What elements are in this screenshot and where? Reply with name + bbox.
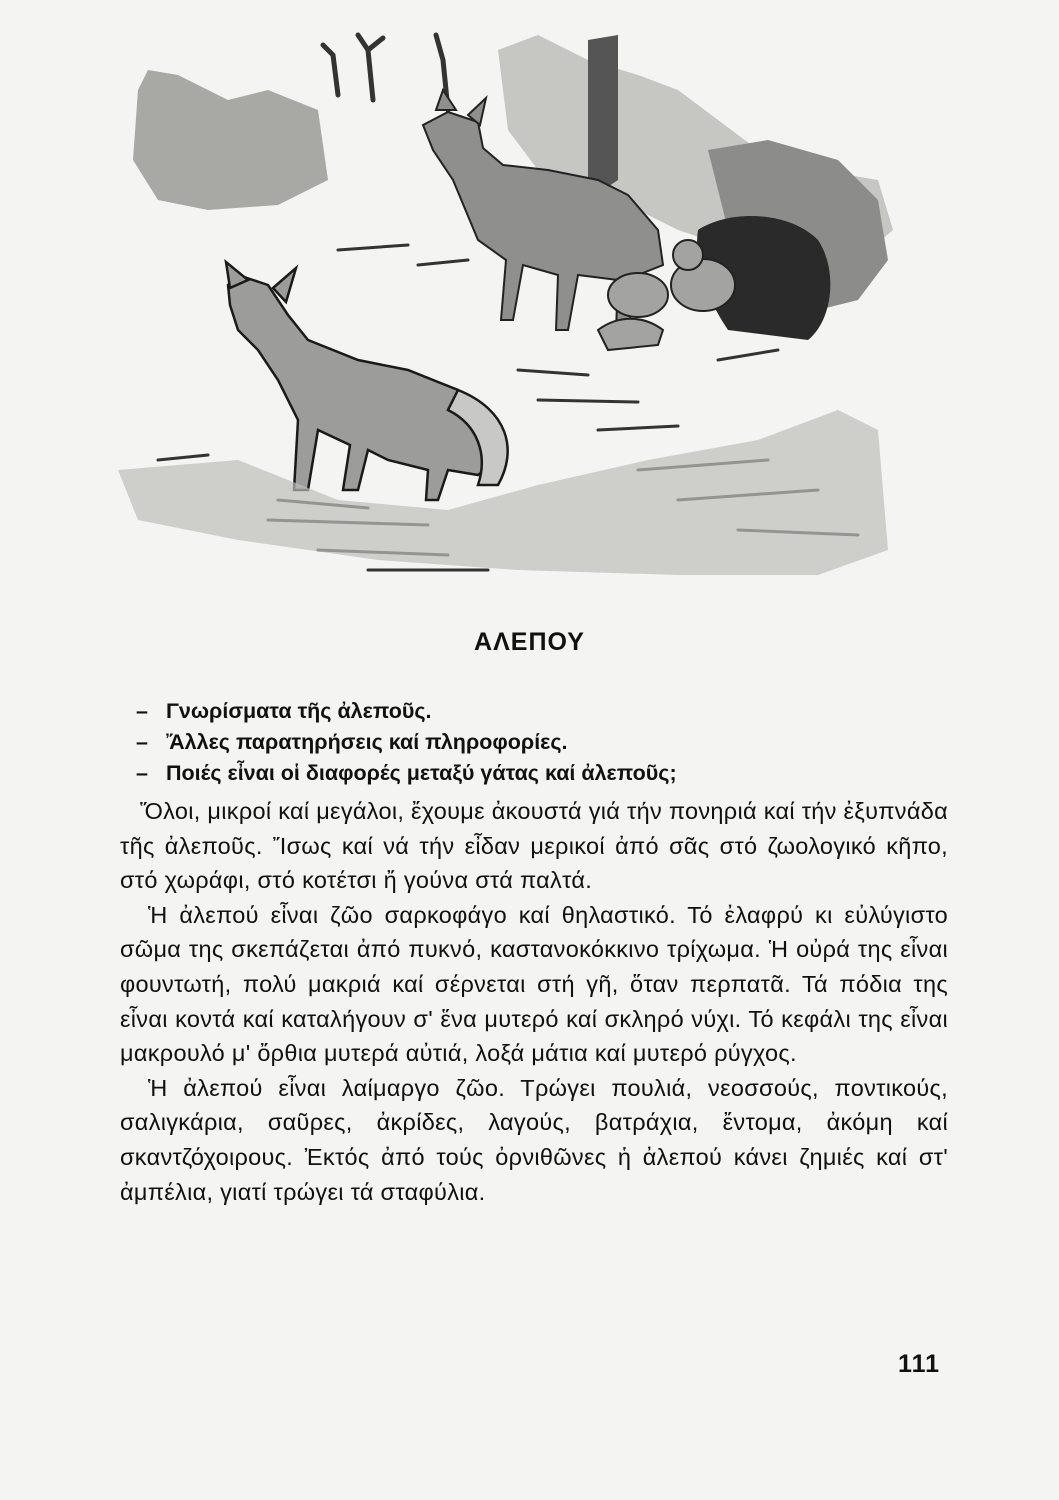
page-number: 111 (898, 1350, 940, 1378)
question-text: Ἄλλες παρατηρήσεις καί πληροφορίες. (166, 730, 568, 754)
question-list (136, 696, 956, 789)
question-dash: – (136, 699, 148, 723)
page-title: ΑΛΕΠΟΥ (474, 628, 585, 656)
paragraph: Ἡ ἀλεπού εἶναι λαίμαργο ζῶο. Τρώγει πουλιά, νεοσσούς, ποντικούς, σαλιγκάρια, σαῦρες, ἀκρίδες, λαγούς, βατράχια, ἔντομα, ἀκόμη καί σκαντζόχοιρους. Ἐκτός ἀπό τούς ὀρνιθῶνες ἡ ἀλεπού κάνει ζημιές καί στ' ἀμπέλια, γιατί τρώγει τά σταφύλια. (120, 1074, 948, 1205)
question-item (136, 758, 956, 789)
paragraph: Ἡ ἀλεπού εἶναι ζῶο σαρκοφάγο καί θηλαστικό. Τό ἐλαφρύ κι εὐλύγιστο σῶμα της σκεπάζεται ἀπό πυκνό, καστανοκόκκινο τρίχωμα. Ἡ οὐρά της εἶναι φουντωτή, πολύ μακριά καί σέρνεται στή γῆ, ὅταν περπατᾶ. Τά πόδια της εἶναι κοντά καί καταλήγουν σ' ἕνα μυτερό καί σκληρό νύχι. Τό κεφάλι της εἶναι μακρουλό μ' ὄρθια μυτερά αὐτιά, λοξά μάτια καί μυτερό ρύγχος. (120, 901, 948, 1067)
question-text: Ποιές εἶναι οἱ διαφορές μεταξύ γάτας καί ἀλεποῦς; (166, 761, 677, 785)
question-item (136, 696, 956, 727)
body-text (120, 794, 948, 1209)
fox-family-illustration (118, 30, 898, 590)
question-item (136, 727, 956, 758)
question-dash: – (136, 761, 148, 785)
paragraph: Ὅλοι, μικροί καί μεγάλοι, ἔχουμε ἀκουστά γιά τήν πονηριά καί τήν ἐξυπνάδα τῆς ἀλεποῦς. Ἴσως καί νά τήν εἶδαν μερικοί ἀπό σᾶς στό ζωολογικό κῆπο, στό χωράφι, στό κοτέτσι ἤ γούνα στά παλτά. (120, 798, 948, 894)
question-text: Γνωρίσματα τῆς ἀλεποῦς. (166, 699, 432, 723)
question-dash: – (136, 730, 148, 754)
